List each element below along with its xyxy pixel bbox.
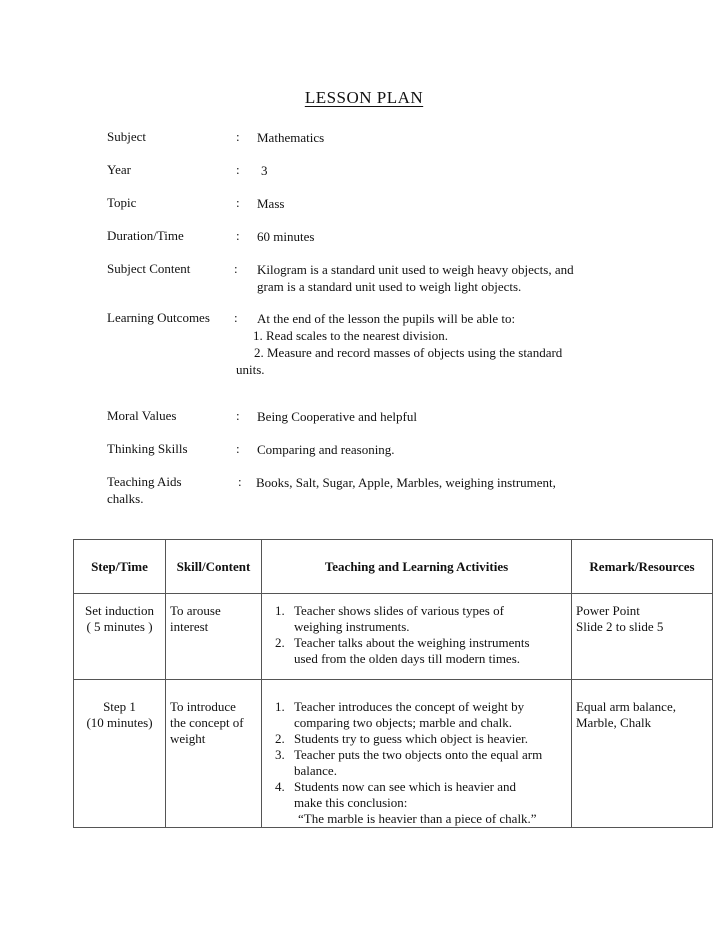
- subject-label: Subject: [107, 129, 146, 144]
- remark-line: Equal arm balance,: [576, 699, 676, 714]
- activities-list: [262, 603, 571, 667]
- outcomes-value: [236, 310, 616, 378]
- outcomes-label: Learning Outcomes: [107, 310, 210, 325]
- table-header-row: [74, 540, 713, 594]
- activity-line: make this conclusion:: [294, 795, 408, 810]
- outcomes-intro: At the end of the lesson the pupils will be able to:: [257, 311, 516, 326]
- activities-list: [262, 699, 571, 827]
- activity-line: used from the olden days till modern times.: [294, 651, 521, 666]
- skill-cell: [166, 680, 262, 828]
- conclusion-quote: “The marble is heavier than a piece of chalk.”: [298, 811, 537, 826]
- activity-line: comparing two objects; marble and chalk.: [294, 715, 513, 730]
- activity-item: [288, 603, 571, 635]
- remark-cell: [572, 680, 713, 828]
- activities-cell: [262, 680, 572, 828]
- skill-line: the concept of: [170, 715, 244, 730]
- header-activities: Teaching and Learning Activities: [262, 540, 572, 594]
- remark-line: Slide 2 to slide 5: [576, 619, 664, 634]
- aids-continuation: chalks.: [107, 491, 144, 506]
- thinking-colon: :: [236, 441, 240, 456]
- topic-value: Mass: [257, 196, 285, 211]
- header-step-time: Step/Time: [74, 540, 166, 594]
- content-label: Subject Content: [107, 261, 191, 276]
- content-line-2: gram is a standard unit used to weigh light objects.: [257, 279, 522, 294]
- activity-line: 2. Students try to guess which object is heavier.: [294, 731, 528, 746]
- table-row: [74, 680, 713, 828]
- activity-line: 3. Teacher puts the two objects onto the equal arm: [294, 747, 543, 762]
- activity-line: 1. Teacher shows slides of various types of: [294, 603, 504, 618]
- step-name: Set induction: [85, 603, 154, 618]
- step-time: ( 5 minutes ): [86, 619, 153, 634]
- activity-item: [288, 731, 571, 747]
- subject-value: Mathematics: [257, 130, 325, 145]
- content-value: [257, 261, 617, 295]
- remark-cell: [572, 594, 713, 680]
- topic-label: Topic: [107, 195, 137, 210]
- remark-line: Power Point: [576, 603, 640, 618]
- outcomes-colon: :: [234, 310, 238, 325]
- skill-line: interest: [170, 619, 209, 634]
- remark-line: Marble, Chalk: [576, 715, 652, 730]
- content-colon: :: [234, 261, 238, 276]
- aids-colon: :: [238, 474, 242, 489]
- step-time: (10 minutes): [86, 715, 153, 730]
- page-title: [0, 88, 728, 108]
- content-line-1: Kilogram is a standard unit used to weigh heavy objects, and: [257, 262, 574, 277]
- activity-line: 4. Students now can see which is heavier and: [294, 779, 517, 794]
- skill-line: weight: [170, 731, 206, 746]
- topic-colon: :: [236, 195, 240, 210]
- moral-value: Being Cooperative and helpful: [257, 409, 417, 424]
- year-value: 3: [261, 163, 268, 178]
- activities-cell: [262, 594, 572, 680]
- duration-colon: :: [236, 228, 240, 243]
- outcome-item-1: 1. Read scales to the nearest division.: [253, 328, 448, 343]
- activity-item: [288, 779, 571, 827]
- activity-item: [288, 747, 571, 779]
- header-remark-resources: Remark/Resources: [572, 540, 713, 594]
- page-title-text: LESSON PLAN: [304, 88, 424, 107]
- step-cell: [74, 680, 166, 828]
- table-row: [74, 594, 713, 680]
- step-cell: [74, 594, 166, 680]
- activity-item: [288, 699, 571, 731]
- moral-label: Moral Values: [107, 408, 177, 423]
- duration-value: 60 minutes: [257, 229, 315, 244]
- activity-item: [288, 635, 571, 667]
- skill-line: To introduce: [170, 699, 236, 714]
- thinking-label: Thinking Skills: [107, 441, 188, 456]
- step-name: Step 1: [103, 699, 136, 714]
- subject-colon: :: [236, 129, 240, 144]
- skill-line: To arouse: [170, 603, 221, 618]
- outcome-item-2-cont: units.: [236, 362, 265, 377]
- year-colon: :: [236, 162, 240, 177]
- aids-label: Teaching Aids: [107, 474, 182, 489]
- outcome-item-2: 2. Measure and record masses of objects using the standard: [254, 345, 563, 360]
- duration-label: Duration/Time: [107, 228, 184, 243]
- aids-value: Books, Salt, Sugar, Apple, Marbles, weighing instrument,: [256, 475, 556, 490]
- header-skill-content: Skill/Content: [166, 540, 262, 594]
- moral-colon: :: [236, 408, 240, 423]
- year-label: Year: [107, 162, 131, 177]
- thinking-value: Comparing and reasoning.: [257, 442, 395, 457]
- activity-line: weighing instruments.: [294, 619, 410, 634]
- activity-line: 2. Teacher talks about the weighing instruments: [294, 635, 530, 650]
- skill-cell: [166, 594, 262, 680]
- activity-line: 1. Teacher introduces the concept of weight by: [294, 699, 525, 714]
- activity-line: balance.: [294, 763, 337, 778]
- lesson-table: [73, 539, 713, 828]
